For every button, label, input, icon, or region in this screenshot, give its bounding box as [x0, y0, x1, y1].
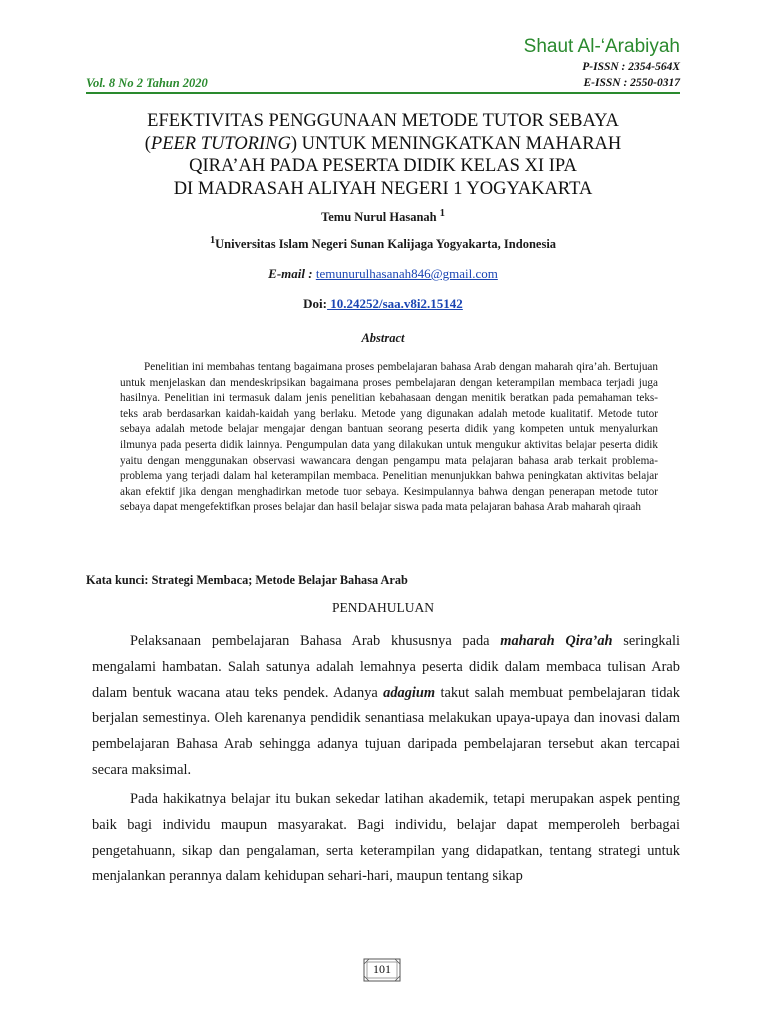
affiliation-text: Universitas Islam Negeri Sunan Kalijaga Yogyakarta, Indonesia: [215, 237, 557, 252]
p1-term-adagium: adagium: [383, 684, 436, 701]
abstract-heading: Abstract: [361, 331, 405, 345]
intro-paragraph-2: Pada hakikatnya belajar itu bukan sekedar latihan akademik, tetapi merupakan aspek penting baik bagi individu maupun masyarakat. Bagi individu, belajar dapat memperoleh berbagai pengetahuann, sikap dan pengalaman, serta keterampilan yang didapatkan, tentang strategi untuk menjalankan perannya dalam kehidupan sehari-hari, maupun tentang sikap: [92, 791, 680, 885]
author-sup: 1: [439, 208, 445, 219]
title-line-2-rest: ) UNTUK MENINGKATKAN MAHARAH: [290, 133, 622, 154]
author-line: [86, 208, 680, 225]
title-line-1: EFEKTIVITAS PENGGUNAAN METODE TUTOR SEBAYA: [147, 111, 619, 131]
doi-line: [86, 296, 680, 312]
title-line-3: QIRA’AH PADA PESERTA DIDIK KELAS XI IPA: [189, 156, 577, 176]
journal-name: Shaut Al-‘Arabiyah: [523, 36, 680, 57]
abstract-text: Penelitian ini membahas tentang bagaimana proses pembelajaran bahasa Arab dengan maharah qira’ah. Bertujuan untuk menjelaskan dan mendeskripsikan bagaimana proses pembelajaran dengan keterampilan membaca terjadi juga hasilnya. Penelitian ini termasuk dalam jenis penelitian kebahasaan dengan menitik beratkan pada pemahaman teks-teks arab berdasarkan kaidah-kaidah yang berlaku. Metode yang digunakan adalah metode kualitatif. Metode tutor sebaya adalah metode belajar mengajar dengan bantuan seorang peserta didik yang kompeten untuk menyalurkan ilmunya pada peserta didik lainnya. Pengumpulan data yang dilakukan untuk mengukur aktivitas belajar peserta didik yaitu dengan menggunakan observasi wawancara dengan pengampu mata pelajaran bahasa arab terkait problema-problema yang terjadi dalam hal keterampilan membaca. Penelitian menunjukkan bahwa peningkatan aktivitas belajar akan efektif jika dengan menghadirkan metode tuor sebaya. Kesimpulannya bahwa dengan penerapan metode tutor sebaya dapat mengefektifkan proses belajar dan hasil belajar siswa pada mata pelajaran bahasa Arab maharah qiraah: [120, 361, 658, 514]
affiliation-sup: 1: [209, 235, 216, 246]
intro-paragraph-1: [92, 629, 680, 784]
header-divider: [86, 92, 680, 94]
p1-term-maharah: maharah Qira’ah: [500, 633, 613, 649]
doi-label: Doi:: [303, 296, 328, 311]
p1-text-e: takut salah membuat pembelajaran tidak berjalan semestinya. Oleh karenanya pendidik senantiasa melakukan upaya-upaya dan inovasi dalam pembelajaran Bahasa Arab sehingga adanya tujuan daripada pembelajaran tersebut akan tercapai secara maksimal.: [92, 684, 680, 778]
email-label: E-mail :: [268, 266, 313, 281]
doi-link[interactable]: 10.24252/saa.v8i2.15142: [327, 296, 463, 311]
title-line-2: [86, 133, 680, 156]
p1-text-a: Pelaksanaan pembelajaran Bahasa Arab khususnya pada: [130, 633, 501, 649]
title-paren-open: (: [144, 133, 151, 154]
p-issn: P-ISSN : 2354-564X: [582, 61, 680, 73]
email-line: [86, 266, 680, 282]
title-italic-term: PEER TUTORING: [150, 133, 291, 154]
volume-info: Vol. 8 No 2 Tahun 2020: [86, 76, 208, 90]
author-name: Temu Nurul Hasanah: [321, 210, 437, 225]
e-issn: E-ISSN : 2550-0317: [583, 77, 680, 89]
section-heading: PENDAHULUAN: [332, 600, 434, 615]
title-line-4: DI MADRASAH ALIYAH NEGERI 1 YOGYAKARTA: [173, 178, 593, 199]
p1-text-c: seringkali mengalami hambatan. Salah satunya adalah lemahnya peserta didik dalam membaca tulisan Arab dalam bentuk wacana atau teks pendek. Adanya: [92, 633, 680, 701]
paper-title: [86, 110, 680, 200]
affiliation: [86, 235, 680, 252]
keywords: Kata kunci: Strategi Membaca; Metode Belajar Bahasa Arab: [86, 573, 408, 587]
page-number-box: [363, 958, 401, 982]
email-link[interactable]: temunurulhasanah846@gmail.com: [315, 266, 498, 281]
page-number: 101: [373, 962, 391, 976]
